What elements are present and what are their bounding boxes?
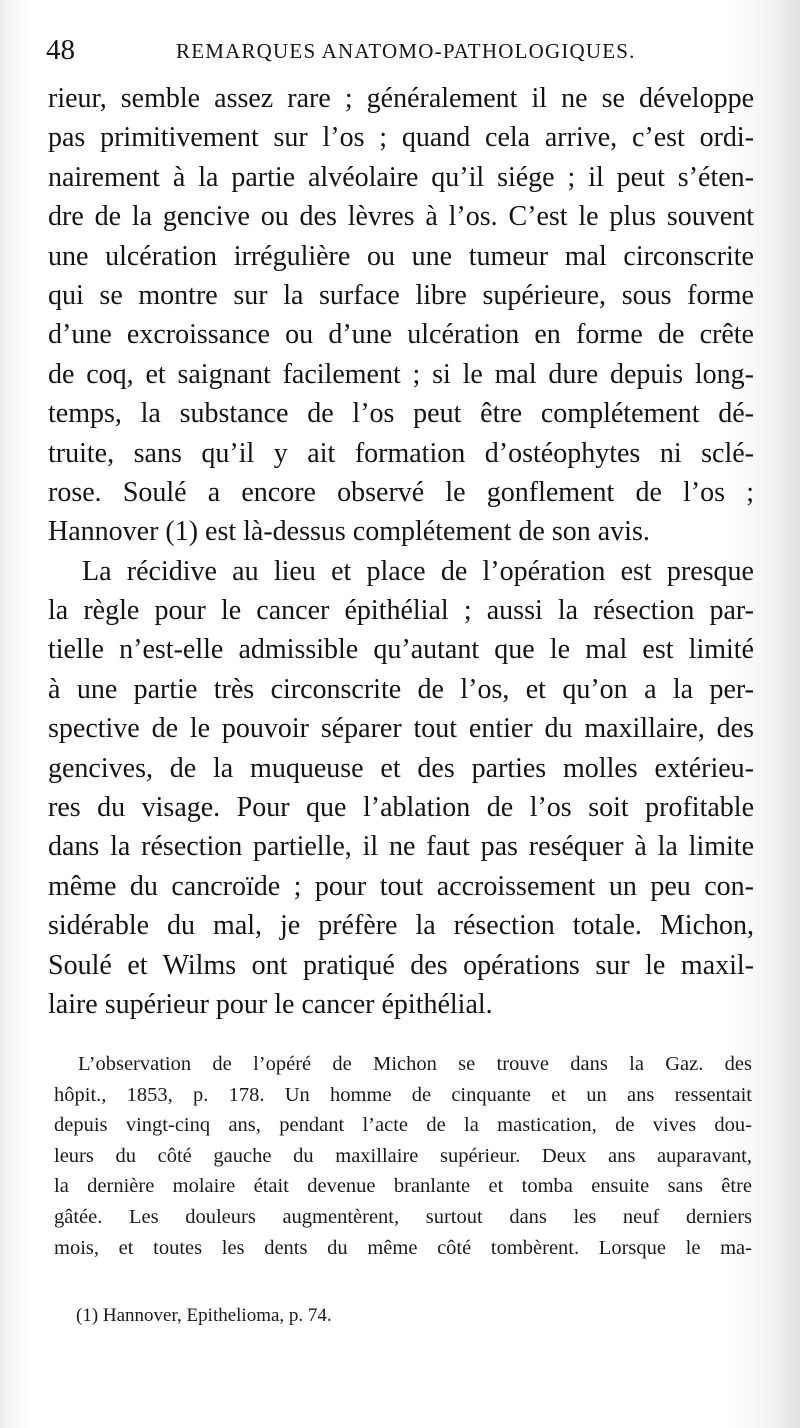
body-line: même du cancroïde ; pour tout accroissement un peu con- [48, 870, 754, 902]
body-line: qui se montre sur la surface libre supérieure, sous forme [48, 279, 754, 311]
body-line: à une partie très circonscrite de l’os, et qu’on a la per- [48, 673, 754, 705]
note-line: la dernière molaire était devenue branlante et tomba ensuite sans être [54, 1175, 752, 1198]
footnote: (1) Hannover, Epithelioma, p. 74. [76, 1305, 332, 1326]
note-line: hôpit., 1853, p. 178. Un homme de cinquante et un ans ressentait [54, 1083, 752, 1106]
body-line: tielle n’est-elle admissible qu’autant que le mal est limité [48, 634, 754, 666]
body-line: res du visage. Pour que l’ablation de l’os soit profitable [48, 792, 754, 824]
note-line: depuis vingt-cinq ans, pendant l’acte de la mastication, de vives dou- [54, 1114, 752, 1137]
body-line: pas primitivement sur l’os ; quand cela arrive, c’est ordi- [48, 122, 754, 154]
body-line: nairement à la partie alvéolaire qu’il siége ; il peut s’éten- [48, 161, 754, 193]
body-line: sidérable du mal, je préfère la résection totale. Michon, [48, 910, 754, 942]
body-line: la règle pour le cancer épithélial ; aussi la résection par- [48, 595, 754, 627]
body-line: gencives, de la muqueuse et des parties molles extérieu- [48, 752, 754, 784]
note-line: gâtée. Les douleurs augmentèrent, surtout dans les neuf derniers [54, 1205, 752, 1228]
page-header [46, 32, 752, 72]
note-line: L’observation de l’opéré de Michon se trouve dans la Gaz. des [78, 1053, 752, 1075]
body-line: La récidive au lieu et place de l’opération est presque [82, 555, 754, 587]
body-line: laire supérieur pour le cancer épithélial. [48, 988, 493, 1020]
body-line: spective de le pouvoir séparer tout entier du maxillaire, des [48, 713, 754, 745]
body-line: de coq, et saignant facilement ; si le mal dure depuis long- [48, 358, 754, 390]
body-text [48, 79, 754, 1024]
note-line: leurs du côté gauche du maxillaire supérieur. Deux ans auparavant, [54, 1144, 752, 1167]
body-line: dre de la gencive ou des lèvres à l’os. C’est le plus souvent [48, 201, 754, 233]
body-line: Soulé et Wilms ont pratiqué des opérations sur le maxil- [48, 949, 754, 981]
body-line: temps, la substance de l’os peut être complétement dé- [48, 398, 754, 430]
observation-note [54, 1049, 752, 1263]
body-line: Hannover (1) est là-dessus complétement de son avis. [48, 516, 650, 548]
body-line: truite, sans qu’il y ait formation d’ostéophytes ni sclé- [48, 437, 754, 469]
note-line: mois, et toutes les dents du même côté tombèrent. Lorsque le ma- [54, 1236, 752, 1259]
page-number: 48 [46, 34, 75, 66]
running-head: REMARQUES ANATOMO-PATHOLOGIQUES. [176, 39, 636, 63]
body-line: d’une excroissance ou d’une ulcération en forme de crête [48, 319, 754, 351]
body-line: rieur, semble assez rare ; généralement il ne se développe [48, 83, 754, 114]
body-line: rose. Soulé a encore observé le gonflement de l’os ; [48, 476, 754, 508]
body-line: une ulcération irrégulière ou une tumeur mal circonscrite [48, 240, 754, 272]
body-line: dans la résection partielle, il ne faut pas reséquer à la limite [48, 831, 754, 863]
